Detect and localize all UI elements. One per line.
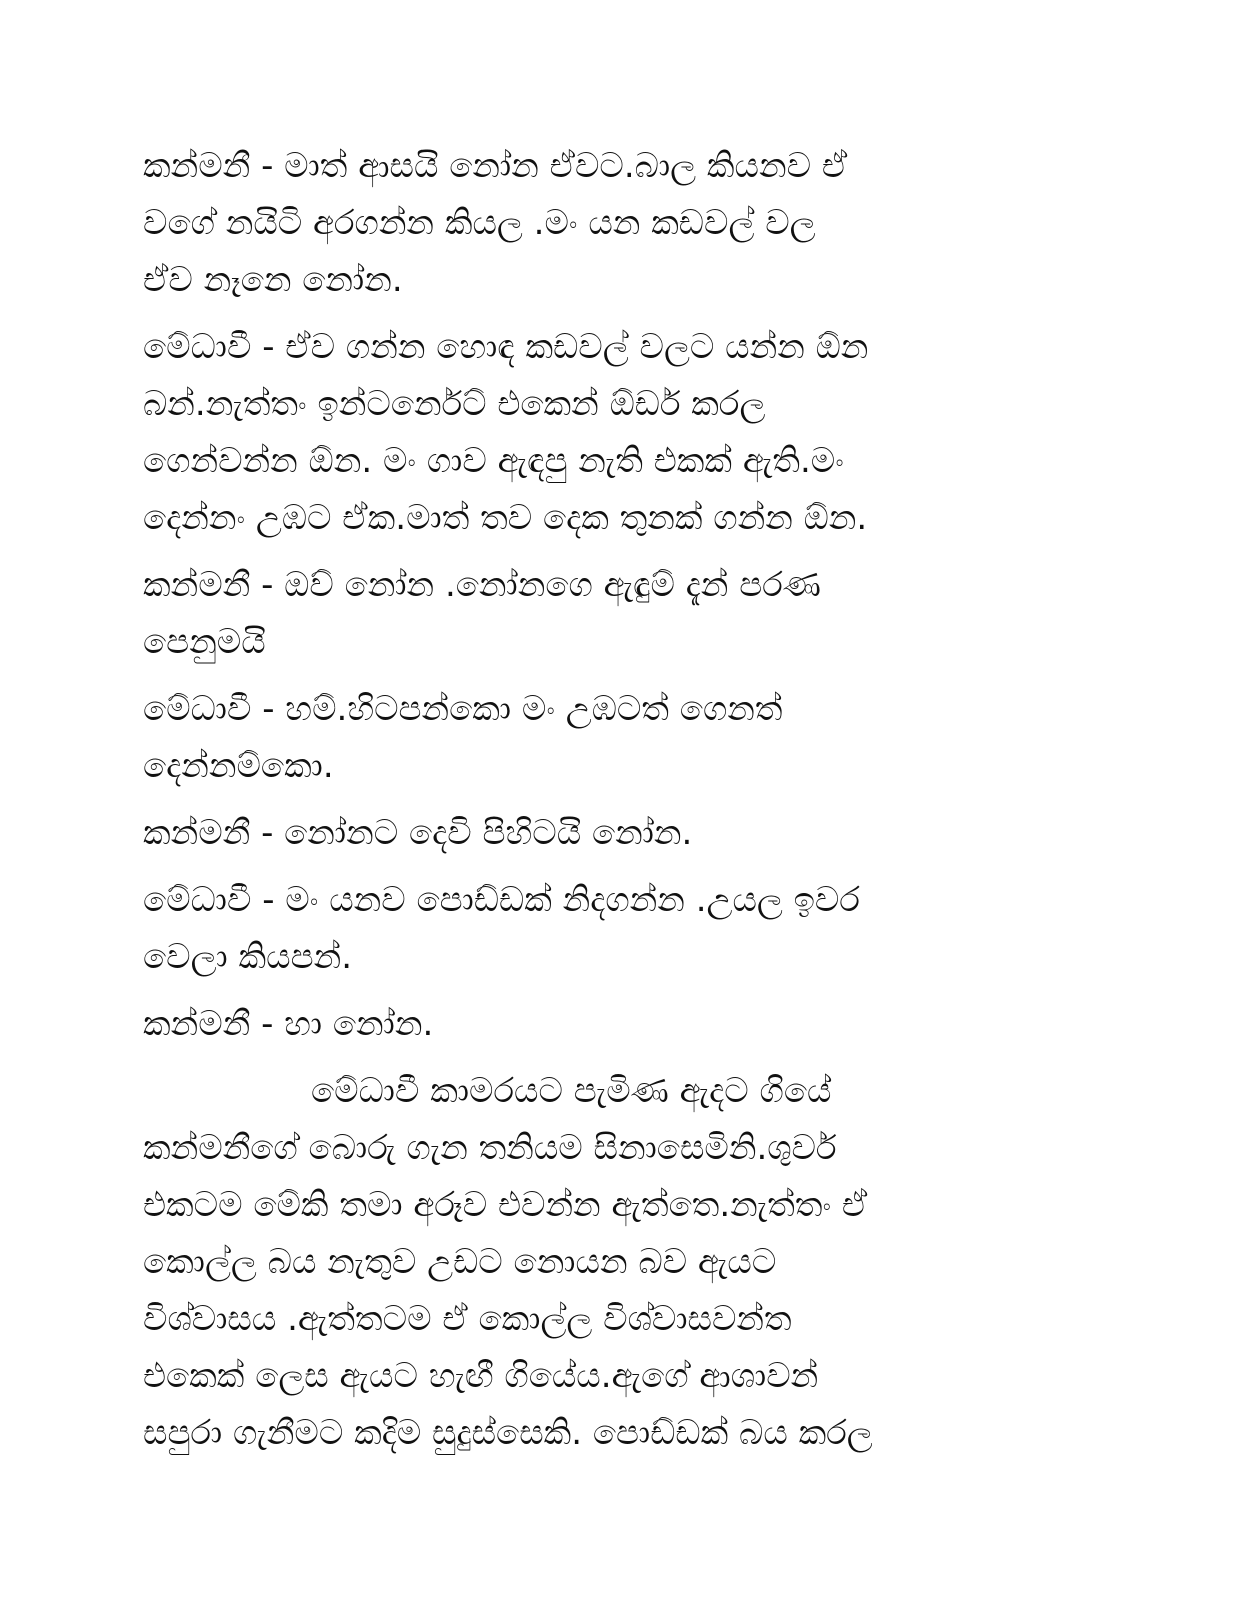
text-line: කන්මනී - ඔව් නෝන .නෝනගෙ ඇඳුම් දැන් පරණ <box>143 565 821 605</box>
text-line: ගෙන්වන්න ඕන. මං ගාව ඇඳපු නැති එකක් ඇති.මං <box>143 441 844 481</box>
text-line: දෙන්නං උඹට ඒක.මාත් තව දෙක තුනක් ගන්න ඕන. <box>143 498 868 538</box>
text-line: කන්මනී - මාත් ආසයි නෝන ඒවට.බාල කියනව ඒ <box>143 146 848 186</box>
dialogue-paragraph <box>143 872 1093 986</box>
text-line: විශ්වාසය .ඇත්තටම ඒ කොල්ල විශ්වාසවන්ත <box>143 1299 792 1339</box>
text-line: කන්මනීගේ බොරු ගැන තනියම සිනාසෙමිනි.ශුවර් <box>143 1128 837 1168</box>
text-line: එකෙක් ලෙස ඇයට හැඟී ගියේය.ඇගේ ආශාවන් <box>143 1356 819 1396</box>
dialogue-paragraph <box>143 681 1093 795</box>
text-line: ඒව නෑනෙ නෝන. <box>143 260 403 300</box>
text-line: කොල්ල බය නැතුව උඩට නොයන බව ඇයට <box>143 1242 777 1282</box>
narrative-paragraph <box>143 1063 1093 1462</box>
dialogue-paragraph <box>143 138 1093 309</box>
text-line: එකටම මේකි තමා අරූව එවන්න ඇත්තෙ.නැත්තං ඒ <box>143 1185 868 1225</box>
text-line: පෙනුමයි <box>143 622 266 662</box>
text-line: බන්.නැත්තං ඉන්ටර්නෙට් එකෙන් ඕඩර් කරල <box>143 384 766 424</box>
text-line: කන්මනී - නෝනට දෙවි පිහිටයි නෝන. <box>143 813 693 853</box>
text-line: දෙන්නම්කො. <box>143 746 334 786</box>
dialogue-paragraph <box>143 805 1093 862</box>
text-line: කන්මනී - හා නෝන. <box>143 1004 434 1044</box>
text-line: මේධාවී - මං යනව පොඩ්ඩක් නිදගන්න .උයල ඉවර <box>143 880 860 920</box>
body-text <box>143 138 1093 1472</box>
text-line: වෙලා කියපන්. <box>143 937 353 977</box>
dialogue-paragraph <box>143 996 1093 1053</box>
dialogue-paragraph <box>143 319 1093 547</box>
text-line: මේධාවී කාමරයට පැමිණ ඇදට ගියේ <box>311 1071 832 1111</box>
text-line: මේධාවී - හම්.හිටපන්කො මං උඹටත් ගෙනත් <box>143 689 783 729</box>
dialogue-paragraph <box>143 557 1093 671</box>
text-line: සපුරා ගැනීමට කදිම සුදුස්සෙකි. පොඩ්ඩක් බය කරල <box>143 1413 873 1453</box>
text-line: වගේ නයිටි අරගන්න කියල .මං යන කඩවල් වල <box>143 203 816 243</box>
text-line: මේධාවී - ඒව ගන්න හොඳ කඩවල් වලට යන්න ඕන <box>143 327 869 367</box>
